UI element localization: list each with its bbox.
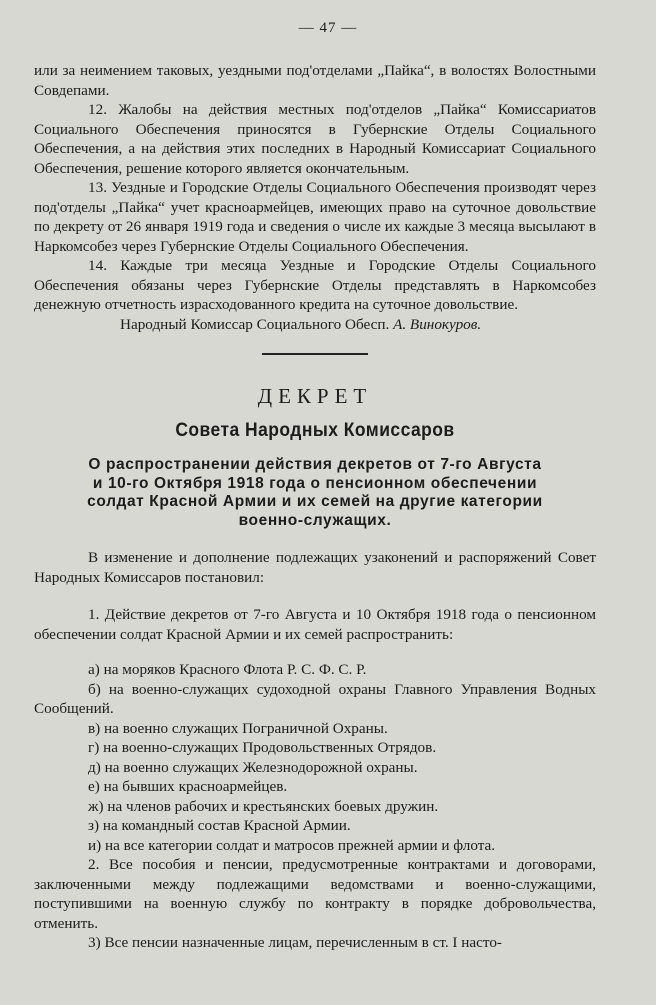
article-3: 3) Все пенсии назначенные лицам, перечисленным в ст. I насто-	[88, 934, 502, 951]
decree-heading: ДЕКРЕТ	[257, 384, 373, 408]
list-item: а) на моряков Красного Флота Р. С. Ф. С. Р.	[88, 661, 367, 678]
list-item: б) на военно-служащих судоходной охраны Главного Управления Водных Сообщений.	[34, 680, 596, 717]
preamble-paragraph: В изменение и дополнение подлежащих узаконений и распоряжений Совет Народных Комиссаров постановил:	[34, 549, 596, 586]
divider-rule	[262, 353, 368, 355]
list-item: г) на военно-служащих Продовольственных Отрядов.	[88, 739, 437, 756]
paragraph-13: 13. Уездные и Городские Отделы Социального Обеспечения производят через под'отделы „Пайка“ учет красноармейцев, имеющих право на суточное довольствие по декрету от 26 января 1919 года и сведения о числе их каждые 3 месяца высылают в Наркомсобез через Губернские Отделы Социального Обеспечения.	[34, 179, 596, 255]
subtitle-line: военно-служащих.	[238, 511, 392, 529]
list-item: в) на военно служащих Пограничной Охраны.	[88, 719, 388, 737]
list-item: е) на бывших красноармейцев.	[88, 778, 288, 795]
subtitle-line: солдат Красной Армии и их семей на другие категории	[87, 493, 543, 510]
article-2: 2. Все пособия и пенсии, предусмотренные контрактами и договорами, заключенными между подлежащими ведомствами и военно-служащими, поступившими на военную службу по контракту в порядке добровольчества, отменить.	[34, 856, 596, 932]
council-heading: Совета Народных Комиссаров	[175, 419, 455, 441]
signature-name: А. Винокуров.	[393, 315, 482, 333]
paragraph-14: 14. Каждые три месяца Уездные и Городские Отделы Социального Обеспечения обязаны через Губернские Отделы представлять в Наркомсобез денежную отчетность израсходованного кредита на суточное довольствие.	[34, 257, 596, 313]
list-item: д) на военно служащих Железнодорожной охраны.	[88, 758, 418, 776]
list-item: з) на командный состав Красной Армии.	[88, 817, 351, 834]
continuation-paragraph: или за неимением таковых, уездными под'отделами „Пайка“, в волостях Волостными Совдепами.	[34, 62, 596, 99]
subtitle-line: О распространении действия декретов от 7-го Августа	[88, 456, 542, 473]
list-item: ж) на членов рабочих и крестьянских боевых дружин.	[88, 797, 439, 815]
signature-line	[34, 315, 596, 335]
signature-title: Народный Комиссар Социального Обесп.	[120, 315, 390, 333]
category-list	[34, 660, 596, 953]
paragraph-12: 12. Жалобы на действия местных под'отделов „Пайка“ Комиссариатов Социального Обеспечения приносятся в Губернские Отделы Социального Обеспечения, а на действия этих последних в Народный Комиссариат Социального Обеспечения, решение которого является окончательным.	[34, 101, 596, 177]
list-item: и) на все категории солдат и матросов прежней армии и флота.	[88, 836, 496, 854]
page-number: — 47 —	[298, 20, 358, 36]
document-body	[34, 61, 596, 953]
article-1: 1. Действие декретов от 7-го Августа и 10 Октября 1918 года о пенсионном обеспечении солдат Красной Армии и их семей распространить:	[34, 606, 596, 643]
decree-subtitle	[34, 456, 596, 530]
subtitle-line: и 10-го Октября 1918 года о пенсионном обеспечении	[92, 474, 538, 492]
